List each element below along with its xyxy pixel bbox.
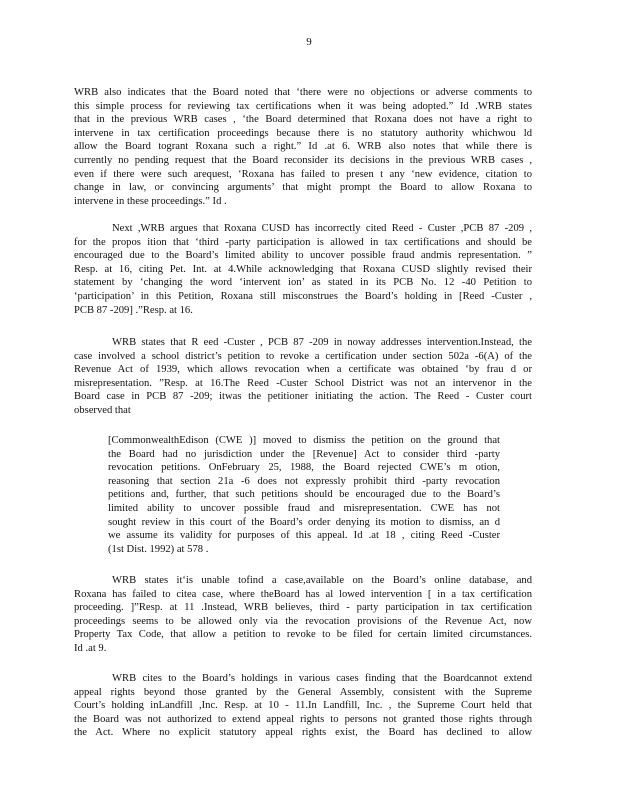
text-line: ‘participation’ in this Petition, Roxana still misconstrues the Board’s holding in [Reed -Custer , (74, 290, 532, 302)
text-line: encouraged due to the Board’s limited ability to uncover possible fraud andmis representation. ” (74, 250, 532, 262)
text-line: this simple process for reviewing tax certifications when it was being adopted.” Id .WRB states (74, 100, 532, 112)
text-line: WRB also indicates that the Board noted that ‘there were no objections or adverse comments to (74, 87, 532, 98)
text-line: [CommonwealthEdison (CWE )] moved to dismiss the petition on the ground that (108, 435, 500, 446)
text-line: allow the Board togrant Roxana such a right.” Id .at 6. WRB also notes that while there is (74, 141, 532, 153)
text-line: limited ability to uncover possible fraud and misrepresentation. CWE has not (108, 502, 500, 514)
text-line: Next ,WRB argues that Roxana CUSD has incorrectly cited Reed - Custer ,PCB 87 -209 , (112, 223, 532, 234)
text-line: proceeding. ]”Resp. at 11 .Instead, WRB believes, third - party participation in tax certification (74, 602, 532, 614)
text-line: WRB states it‘is unable tofind a case,available on the Board’s online database, and (112, 575, 532, 586)
text-line: the Board had no jurisdiction under the [Revenue] Act to consider third -party (108, 448, 500, 460)
text-line: for the propos ition that ‘third -party participation is allowed in tax certifications and should be (74, 236, 532, 248)
text-line: Court’s holding inLandfill ,Inc. Resp. at 10 - 11.In Landfill, Inc. , the Supreme Court held that (74, 700, 532, 712)
text-line: petitions and, further, that such petitions should be encouraged due to the Board’s (108, 489, 500, 501)
text-line: currently no pending request that the Board reconsider its decisions in the previous WRB cases , (74, 154, 532, 166)
paragraph-1 (74, 86, 532, 208)
text-line: WRB states that R eed -Custer , PCB 87 -209 in noway addresses intervention.Instead, the (112, 337, 532, 348)
text-line: proceedings seems to be allowed only via the revocation provisions of the Revenue Act, now (74, 615, 532, 627)
text-line: (1st Dist. 1992) at 578 . (108, 543, 209, 555)
text-line: case involved a school district’s petition to revoke a certification under section 502a -6(A) of the (74, 350, 532, 362)
text-line: change in law, or convincing arguments’ that might prompt the Board to allow Roxana to (74, 182, 532, 194)
text-line: observed that (74, 404, 131, 416)
text-line: Revenue Act of 1939, which allows revocation when a certificate was obtained ‘by frau d or (74, 364, 532, 376)
text-line: Property Tax Code, that allow a petition to revoke to be filed for certain limited circumstances. (74, 629, 532, 641)
paragraph-5 (74, 672, 532, 740)
paragraph-2 (74, 222, 532, 317)
paragraph-4 (74, 574, 532, 656)
text-line: PCB 87 -209] .”Resp. at 16. (74, 304, 193, 316)
text-line: we assume its validity for purposes of this appeal. Id .at 18 , citing Reed -Custer (108, 530, 500, 542)
text-line: reasoning that section 21a -6 does not expressly prohibit third -party revocation (108, 475, 500, 487)
text-line: revocation petitions. OnFebruary 25, 1988, the Board rejected CWE’s m otion, (108, 462, 500, 474)
text-line: Resp. at 16, citing Pet. Int. at 4.While acknowledging that Roxana CUSD slightly revised their (74, 263, 532, 275)
text-line: Board case in PCB 87 -209; itwas the petitioner initiating the action. The Reed - Custer court (74, 391, 532, 403)
text-line: intervene in these proceedings.” Id . (74, 195, 227, 207)
text-line: WRB cites to the Board’s holdings in various cases finding that the Boardcannot extend (112, 673, 532, 684)
text-line: statement by ‘changing the word ‘intervent ion’ as stated in its PCB No. 12 -40 Petition to (74, 277, 532, 289)
page-number: 9 (306, 36, 312, 48)
text-line: the Board was not authorized to extend appeal rights to persons not granted those rights through (74, 713, 532, 725)
text-line: even if there were such arequest, ‘Roxana has failed to presen t any ‘new evidence, citation to (74, 168, 532, 180)
text-line: misrepresentation. ”Resp. at 16.The Reed -Custer School District was not an intervenor in the (74, 377, 532, 389)
paragraph-3 (74, 336, 532, 418)
text-line: Roxana has failed to citea case, where theBoard has al lowed intervention [ in a tax certification (74, 588, 532, 600)
text-line: intervene in tax certification proceedings because there is no statutory authority whichwou ld (74, 127, 532, 139)
text-line: Id .at 9. (74, 642, 107, 654)
text-line: that in the previous WRB cases , ‘the Board determined that Roxana does not have a right to (74, 114, 532, 126)
text-line: appeal rights beyond those granted by the General Assembly, consistent with the Supreme (74, 686, 532, 698)
text-line: the Act. Where no explicit statutory appeal rights exist, the Board has declined to allow (74, 727, 532, 739)
block-quotation (108, 434, 500, 556)
text-line: sought review in this court of the Board’s order denying its motion to dismiss, an d (108, 516, 500, 528)
